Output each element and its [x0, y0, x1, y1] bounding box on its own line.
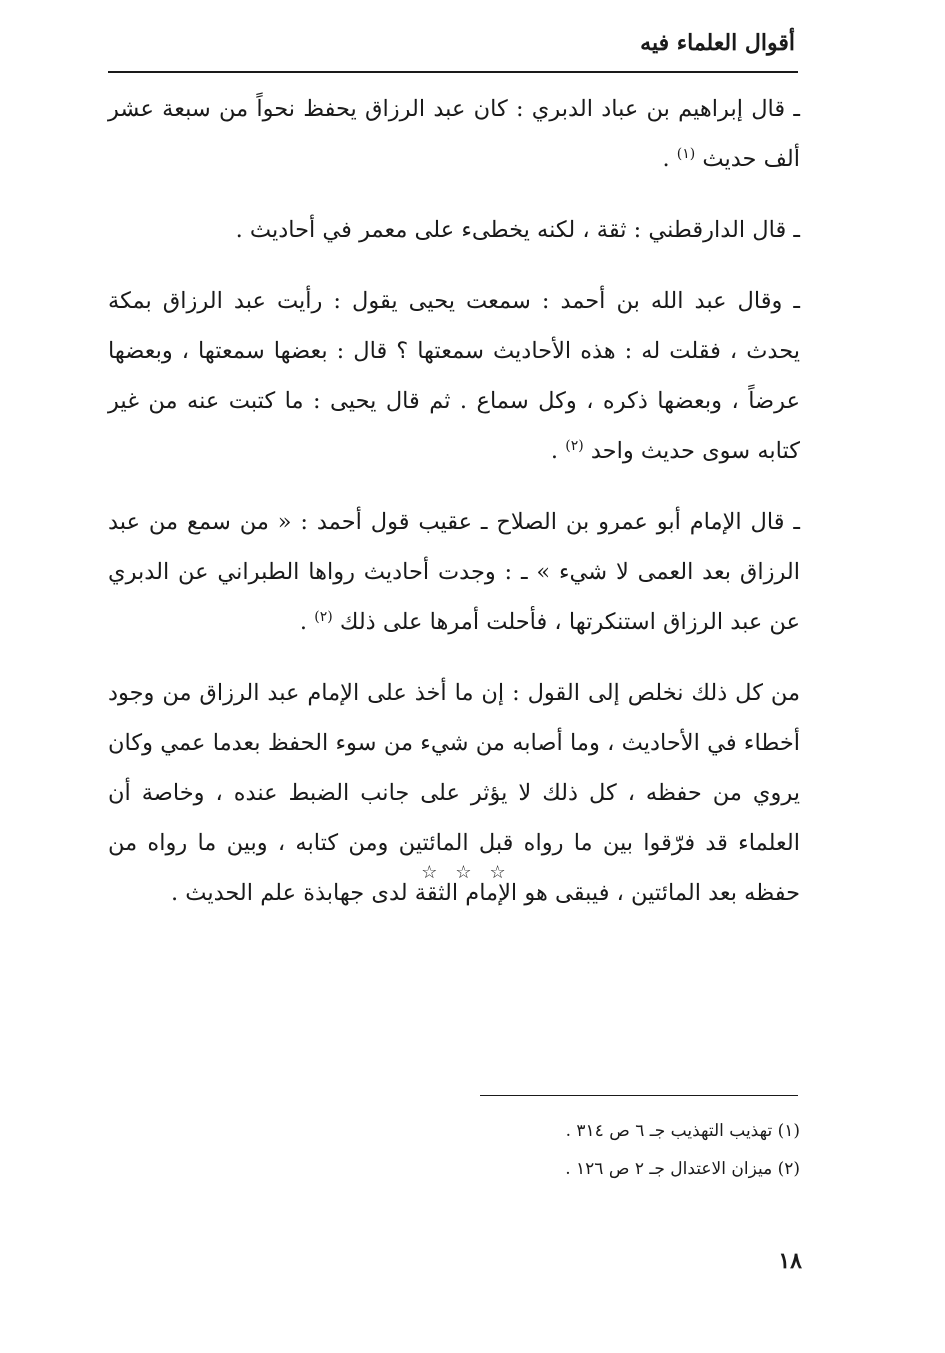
paragraph-dabari	[108, 84, 800, 184]
footnotes	[565, 1112, 800, 1188]
paragraph-tail: .	[662, 146, 677, 172]
footnote-rule	[480, 1095, 798, 1096]
page-number: ١٨	[778, 1248, 802, 1274]
body-text	[108, 84, 800, 918]
footnote-reference[interactable]: (١)	[676, 146, 696, 162]
footnote-2: (٢) ميزان الاعتدال جـ ٢ ص ١٢٦ .	[565, 1159, 800, 1179]
paragraph-text: من كل ذلك نخلص إلى القول : إن ما أخذ على الإمام عبد الرزاق من وجود أخطاء في الأحاديث ، وما أصابه من شيء من سوء الحفظ بعدما عمي وكان يروي من حفظه ، كل ذلك لا يؤثر على جانب الضبط عنده ، وخاصة أن العلماء قد فرّقوا بين ما رواه قبل المائتين ومن كتابه ، وبين ما رواه من حفظه بعد المائتين ، فيبقى هو الإمام الثقة لدى جهابذة علم الحديث .	[108, 680, 800, 906]
paragraph-ibn-salah	[108, 497, 800, 647]
footnote-reference[interactable]: (٢)	[565, 438, 584, 454]
paragraph-text: ـ قال الدارقطني : ثقة ، لكنه يخطىء على معمر في أحاديث .	[235, 217, 800, 243]
paragraph-daraqutni	[108, 205, 800, 255]
running-head: أقوال العلماء فيه	[640, 30, 795, 56]
footnote-1: (١) تهذيب التهذيب جـ ٦ ص ٣١٤ .	[565, 1121, 800, 1141]
paragraph-tail: .	[550, 438, 566, 464]
section-separator-stars: ☆☆☆	[421, 862, 524, 883]
paragraph-tail: .	[299, 609, 315, 635]
footnote-reference[interactable]: (٢)	[314, 609, 333, 625]
paragraph-text: ـ قال إبراهيم بن عباد الدبري : كان عبد الرزاق يحفظ نحواً من سبعة عشر ألف حديث	[108, 96, 800, 172]
paragraph-abdullah-ibn-ahmad	[108, 276, 800, 476]
header-rule	[108, 71, 798, 73]
paragraph-text: ـ قال الإمام أبو عمرو بن الصلاح ـ عقيب قول أحمد : « من سمع من عبد الرزاق بعد العمى لا شيء » ـ : وجدت أحاديث رواها الطبراني عن الدبري عن عبد الرزاق استنكرتها ، فأحلت أمرها على ذلك	[108, 509, 800, 635]
paragraph-text: ـ وقال عبد الله بن أحمد : سمعت يحيى يقول : رأيت عبد الرزاق بمكة يحدث ، فقلت له : هذه الأحاديث سمعتها ؟ قال : بعضها سمعتها ، وبعضها عرضاً ، وبعضها ذكره ، وكل سماع . ثم قال يحيى : ما كتبت عنه من غير كتابه سوى حديث واحد	[108, 288, 800, 464]
